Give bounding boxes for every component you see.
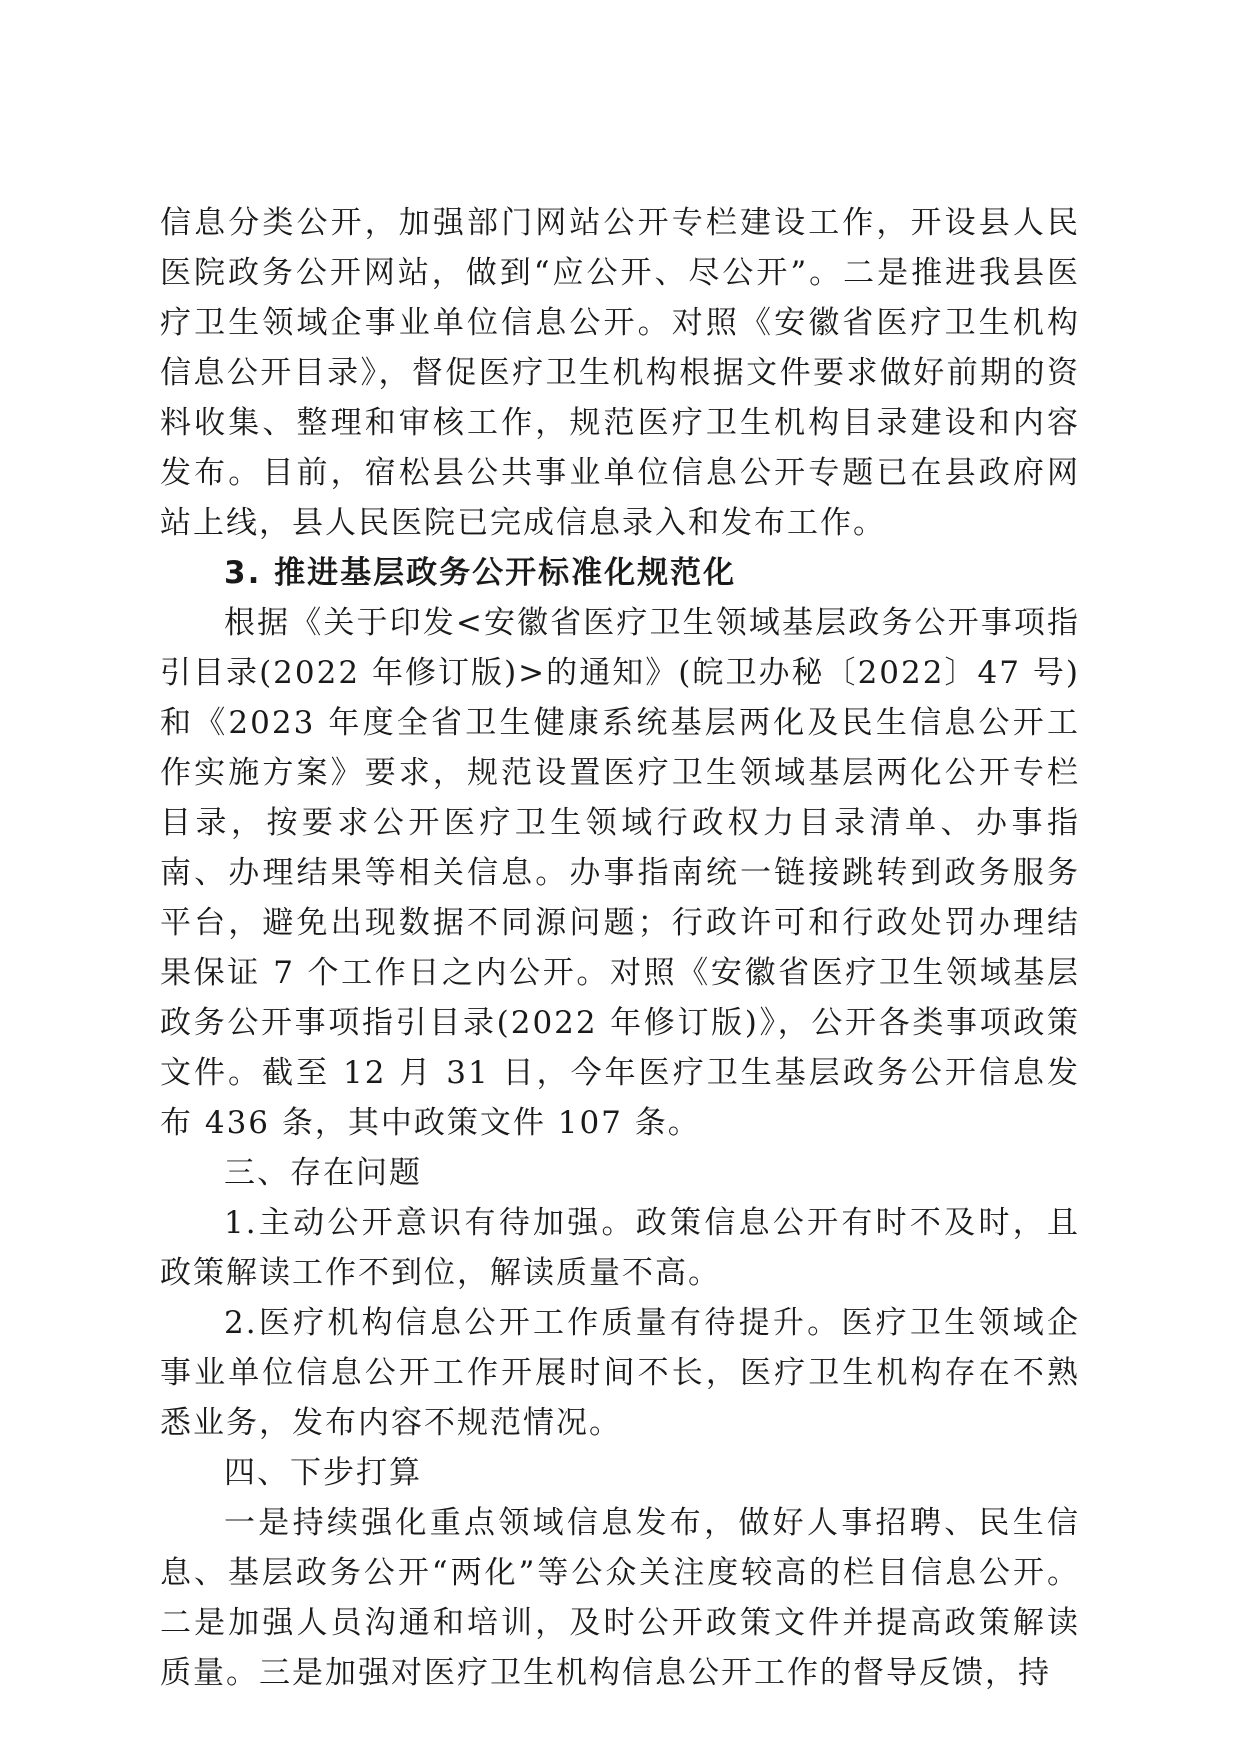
heading-existing-problems: 三、存在问题 xyxy=(224,1155,422,1191)
body-paragraph-problem-1: 1.主动公开意识有待加强。政策信息公开有时不及时，且政策解读工作不到位，解读质量不高。 xyxy=(160,1205,1080,1291)
body-paragraph-standardization: 根据《关于印发<安徽省医疗卫生领域基层政务公开事项指引目录(2022 年修订版)>的通知》(皖卫办秘〔2022〕47 号)和《2023 年度全省卫生健康系统基层两化及民生信息公开工作实施方案》要求，规范设置医疗卫生领域基层两化公开专栏目录，按要求公开医疗卫生领域行政权力目录清单、办事指南、办理结果等相关信息。办事指南统一链接跳转到政务服务平台，避免出现数据不同源问题；行政许可和行政处罚办理结果保证 7 个工作日之内公开。对照《安徽省医疗卫生领域基层政务公开事项指引目录(2022 年修订版)》，公开各类事项政策文件。截至 12 月 31 日，今年医疗卫生基层政务公开信息发布 436 条，其中政策文件 107 条。 xyxy=(160,605,1080,1141)
subheading-standardization: 3. 推进基层政务公开标准化规范化 xyxy=(224,555,737,591)
heading-next-steps: 四、下步打算 xyxy=(224,1455,422,1491)
body-paragraph-continued: 信息分类公开，加强部门网站公开专栏建设工作，开设县人民医院政务公开网站，做到“应公开、尽公开”。二是推进我县医疗卫生领域企事业单位信息公开。对照《安徽省医疗卫生机构信息公开目录》，督促医疗卫生机构根据文件要求做好前期的资料收集、整理和审核工作，规范医疗卫生机构目录建设和内容发布。目前，宿松县公共事业单位信息公开专题已在县政府网站上线，县人民医院已完成信息录入和发布工作。 xyxy=(160,205,1080,541)
body-paragraph-problem-2: 2.医疗机构信息公开工作质量有待提升。医疗卫生领域企事业单位信息公开工作开展时间不长，医疗卫生机构存在不熟悉业务，发布内容不规范情况。 xyxy=(160,1305,1080,1441)
document-body xyxy=(160,198,1080,1698)
body-paragraph-next-steps: 一是持续强化重点领域信息发布，做好人事招聘、民生信息、基层政务公开“两化”等公众关注度较高的栏目信息公开。二是加强人员沟通和培训，及时公开政策文件并提高政策解读质量。三是加强对医疗卫生机构信息公开工作的督导反馈，持 xyxy=(160,1505,1080,1691)
